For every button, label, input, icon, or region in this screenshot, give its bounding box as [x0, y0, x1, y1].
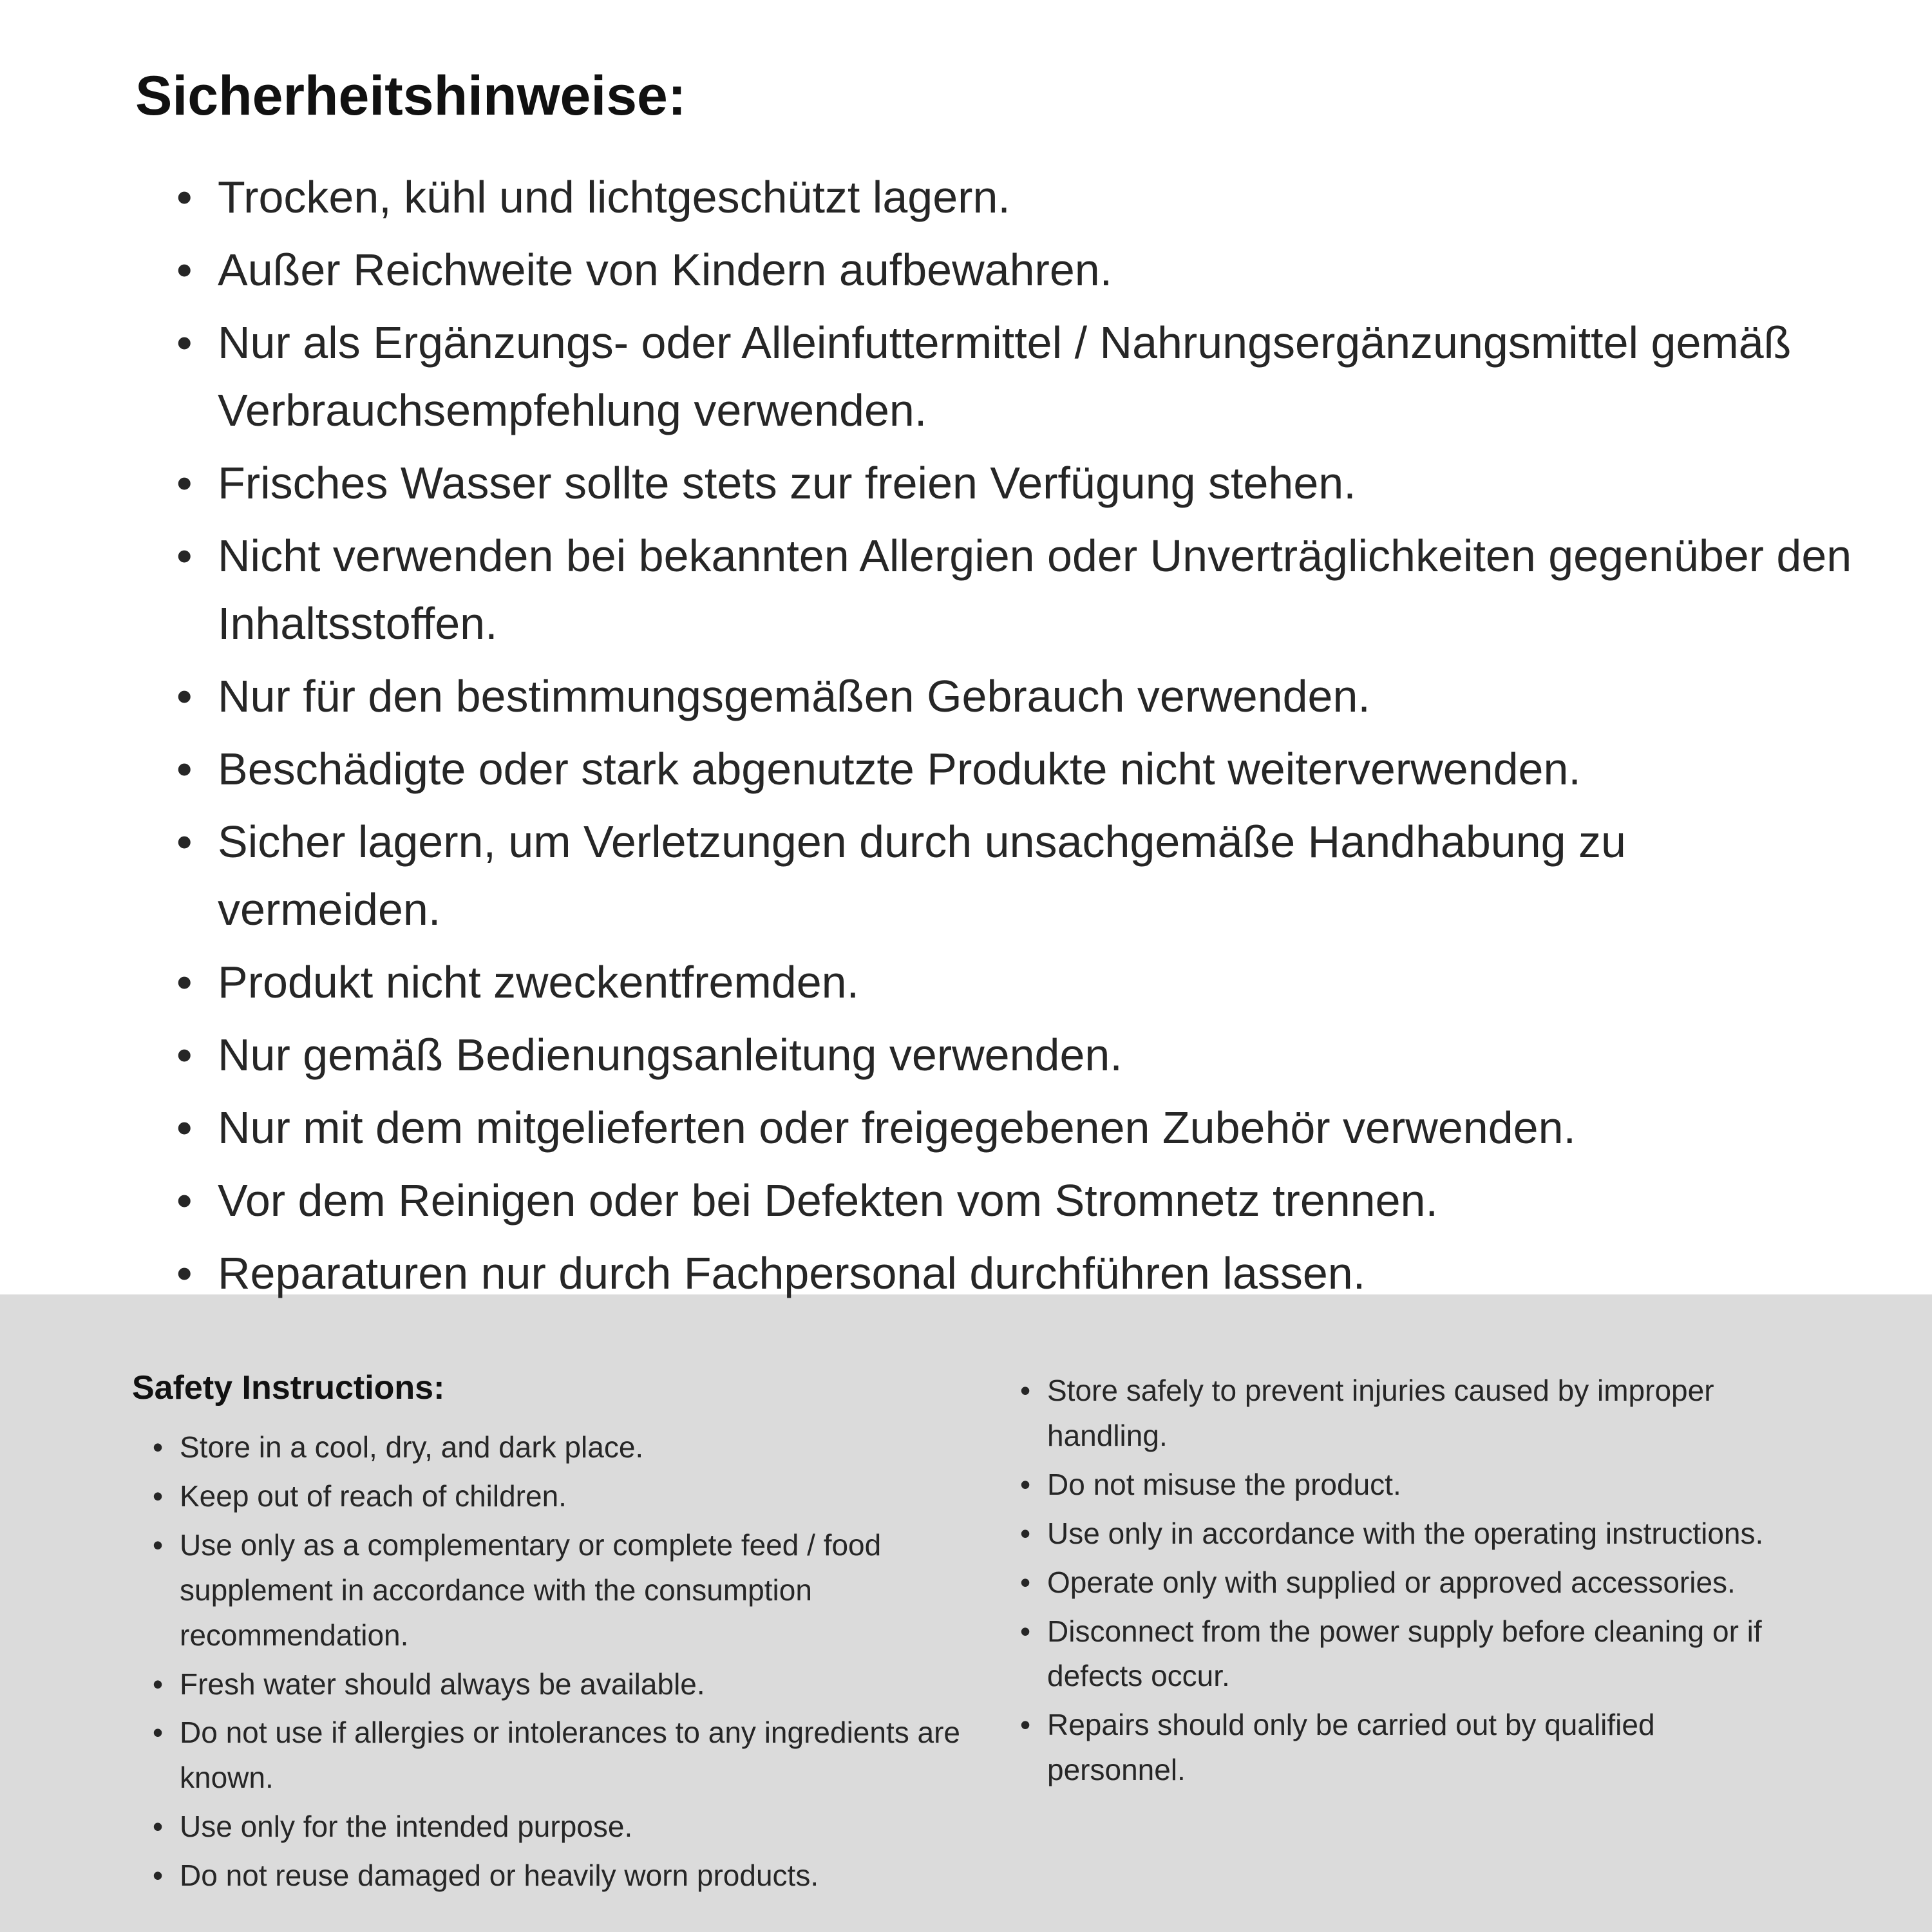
list-item: • Do not use if allergies or intolerances to any ingredients are known. — [150, 1710, 987, 1801]
list-item: • Nicht verwenden bei bekannten Allergien oder Unverträglichkeiten gegenüber den Inhaltsstoffen. — [173, 522, 1860, 658]
list-item: • Use only in accordance with the operating instructions. — [1018, 1511, 1797, 1557]
list-item: • Fresh water should always be available. — [150, 1662, 987, 1707]
list-item: • Produkt nicht zweckentfremden. — [173, 949, 1860, 1016]
list-item: • Beschädigte oder stark abgenutzte Produkte nicht weiterverwenden. — [173, 735, 1860, 803]
list-item: • Nur für den bestimmungsgemäßen Gebrauch verwenden. — [173, 663, 1860, 730]
list-item: • Do not reuse damaged or heavily worn products. — [150, 1853, 987, 1899]
list-item: • Reparaturen nur durch Fachpersonal durchführen lassen. — [173, 1240, 1860, 1307]
english-title: Safety Instructions: — [132, 1369, 445, 1406]
list-item: • Sicher lagern, um Verletzungen durch unsachgemäße Handhabung zu vermeiden. — [173, 808, 1860, 943]
english-right-column — [1018, 1368, 1797, 1797]
list-item: • Nur als Ergänzungs- oder Alleinfuttermittel / Nahrungsergänzungsmittel gemäß Verbrauchsempfehlung verwenden. — [173, 309, 1860, 444]
list-item: • Frisches Wasser sollte stets zur freien Verfügung stehen. — [173, 450, 1860, 517]
list-item: • Vor dem Reinigen oder bei Defekten vom Stromnetz trennen. — [173, 1167, 1860, 1235]
list-item: • Repairs should only be carried out by qualified personnel. — [1018, 1703, 1797, 1793]
list-item: • Use only for the intended purpose. — [150, 1804, 987, 1850]
list-item: • Do not misuse the product. — [1018, 1463, 1797, 1508]
list-item: • Nur gemäß Bedienungsanleitung verwenden. — [173, 1021, 1860, 1089]
list-item: • Use only as a complementary or complete feed / food supplement in accordance with the consumption recommendation. — [150, 1523, 987, 1658]
list-item: • Disconnect from the power supply before cleaning or if defects occur. — [1018, 1609, 1797, 1700]
english-left-bullet-list — [132, 1425, 987, 1899]
list-item: • Store safely to prevent injuries caused by improper handling. — [1018, 1368, 1797, 1459]
english-left-column — [132, 1368, 969, 1902]
english-right-bullet-list — [1018, 1368, 1797, 1793]
list-item: • Store in a cool, dry, and dark place. — [150, 1425, 987, 1470]
german-title: Sicherheitshinweise: — [135, 65, 687, 127]
list-item: • Operate only with supplied or approved accessories. — [1018, 1560, 1797, 1605]
list-item: • Trocken, kühl und lichtgeschützt lagern. — [173, 164, 1860, 231]
list-item: • Außer Reichweite von Kindern aufbewahren. — [173, 236, 1860, 304]
list-item: • Nur mit dem mitgelieferten oder freigegebenen Zubehör verwenden. — [173, 1094, 1860, 1162]
german-bullet-list — [135, 164, 1860, 1307]
list-item: • Keep out of reach of children. — [150, 1474, 987, 1519]
english-section — [0, 1294, 1932, 1932]
